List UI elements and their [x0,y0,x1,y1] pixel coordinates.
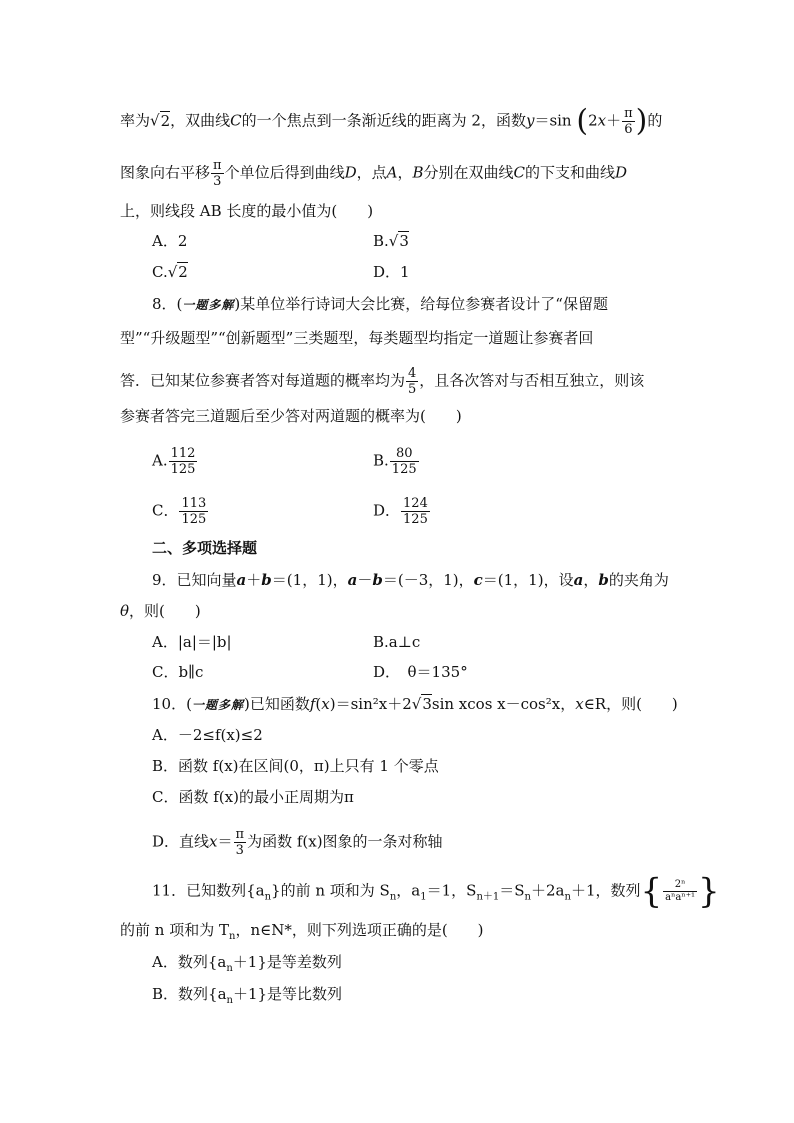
q8-line-4: 参赛者答完三道题后至少答对两道题的概率为( ) [120,407,462,425]
q11-option-a: A．数列$\{a_n+1\}$是等差数列 [152,953,342,974]
q10-option-c: C．函数 f(x)的最小正周期为π [152,788,354,806]
q8-option-b: B. $\frac{80}{125}$ [373,446,417,477]
q8-option-d: D． $\frac{124}{125}$ [373,496,428,527]
fraction-pi-3: $\frac{\pi}{3}$ [213,158,222,189]
q9-line-1: 9．已知向量a＋b＝(1，1)，a－b＝(－3，1)，c＝(1，1)，设a，b的夹角为 [152,571,669,589]
q9-option-b: B.a⊥c [373,633,421,651]
q8-line-2: 型”“升级题型”“创新题型”三类题型，每类题型均指定一道题让参赛者回 [120,329,594,347]
q7-option-b: B.√3 [373,232,409,250]
fraction-pi-6: $\frac{\pi}{6}$ [624,106,633,137]
multi-solution-tag: 一题多解 [191,698,244,712]
q7-line-1: 率为√2，双曲线C的一个焦点到一条渐近线的距离为 2，函数y＝sin (2x＋ $\frac{\pi}{6}$ )的 [120,103,663,139]
q11-line-1: 11．已知数列$\{a_n\}$的前 n 项和为 $S_n$，$a_1=1$，$S_{n+1}=S_n+2a_n+1$，数列{ $\frac{\text{2ⁿ}}{\text{aⁿaⁿ⁺¹}}$ } [152,871,720,912]
section-heading: 二、多项选择题 [152,539,258,557]
q7-option-a: A．2 [152,232,188,250]
q10-option-b: B．函数 f(x)在区间(0，π)上只有 1 个零点 [152,757,439,775]
q9-line-2: θ，则( ) [120,602,201,620]
fraction-4-5: $\frac{4}{5}$ [408,366,417,397]
q11-line-2: 的前 n 项和为 $T_n$，n∈N*，则下列选项正确的是( ) [120,921,484,942]
q10-option-d: D．直线x＝ $\frac{\pi}{3}$ 为函数 f(x)图象的一条对称轴 [152,827,443,858]
q9-option-d: D． θ＝135° [373,663,468,681]
q7-line-3: 上，则线段 AB 长度的最小值为( ) [120,202,374,220]
q10-option-a: A．－2≤f(x)≤2 [152,726,263,744]
q7-option-d: D．1 [373,263,410,281]
q8-option-a: A. $\frac{112}{125}$ [152,446,196,477]
q11-option-b: B．数列$\{a_n+1\}$是等比数列 [152,985,343,1006]
fraction-sequence-term: $\frac{\text{2ⁿ}}{\text{aⁿaⁿ⁺¹}}$ [665,879,695,903]
multi-solution-tag: 一题多解 [182,298,235,312]
q10-line-1: 10．(一题多解)已知函数f(x)＝sin²x＋2√3sin xcos x－cos²x，x∈R，则( ) [152,695,678,713]
q7-option-c: C.√2 [152,263,188,281]
q9-option-a: A．|a|＝|b| [152,633,232,651]
q9-option-c: C．b∥c [152,663,204,681]
q8-line-1: 8．(一题多解)某单位举行诗词大会比赛，给每位参赛者设计了“保留题 [152,295,608,313]
fraction-pi-3: $\frac{\pi}{3}$ [235,827,245,858]
q8-line-3: 答．已知某位参赛者答对每道题的概率均为 $\frac{4}{5}$ ，且各次答对与否相互独立，则该 [120,366,645,397]
q7-line-2: 图象向右平移 $\frac{\pi}{3}$ 个单位后得到曲线D，点A，B分别在双曲线C的下支和曲线D [120,158,628,189]
q8-option-c: C． $\frac{113}{125}$ [152,496,207,527]
